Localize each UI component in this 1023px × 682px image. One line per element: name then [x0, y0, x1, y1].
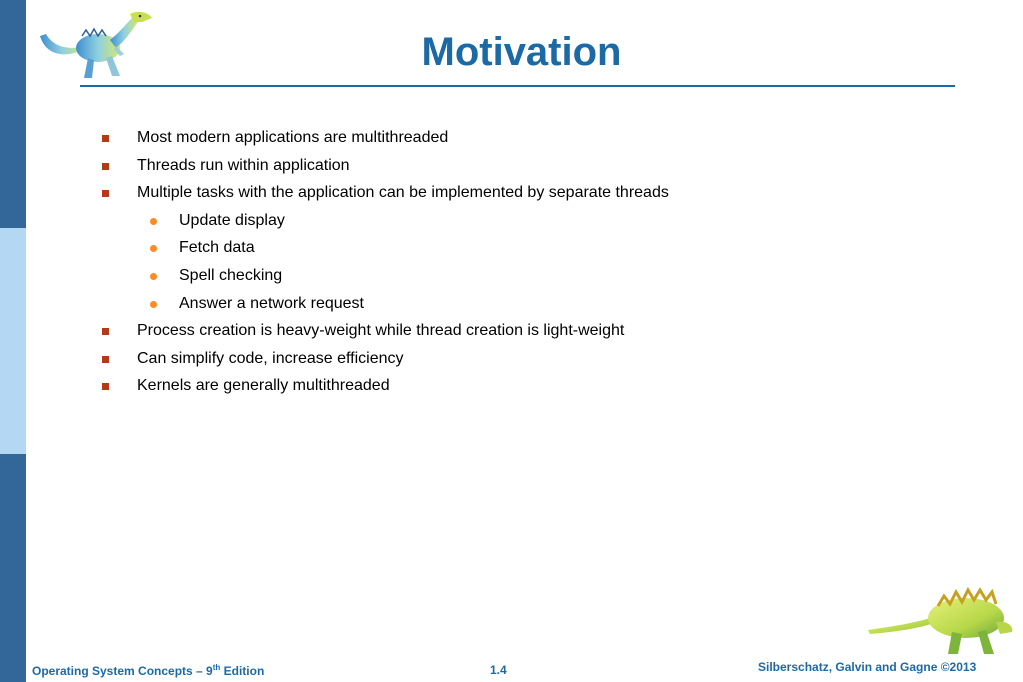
sub-list-item: [100, 293, 980, 321]
square-bullet-icon: [102, 163, 109, 170]
list-item: [100, 320, 980, 348]
dinosaur-icon: [866, 582, 1016, 658]
left-bar-segment-bottom: [0, 454, 26, 682]
circle-bullet-icon: [150, 301, 157, 308]
left-accent-bar: [0, 0, 26, 682]
square-bullet-icon: [102, 190, 109, 197]
bullet-list: [100, 127, 980, 403]
title-divider: [80, 85, 955, 87]
footer-authors: Silberschatz, Galvin and Gagne ©2013: [758, 660, 977, 674]
list-item: [100, 155, 980, 183]
circle-bullet-icon: [150, 245, 157, 252]
bullet-text: Can simplify code, increase efficiency: [137, 349, 404, 367]
sub-list-item: [100, 210, 980, 238]
bullet-text: Threads run within application: [137, 156, 350, 174]
list-item: [100, 375, 980, 403]
sub-list-item: [100, 237, 980, 265]
bullet-text: Kernels are generally multithreaded: [137, 377, 390, 395]
square-bullet-icon: [102, 383, 109, 390]
circle-bullet-icon: [150, 273, 157, 280]
left-bar-segment-middle: [0, 228, 26, 454]
bullet-text: Process creation is heavy-weight while thread creation is light-weight: [137, 322, 625, 340]
sub-bullet-text: Fetch data: [179, 239, 255, 257]
square-bullet-icon: [102, 328, 109, 335]
square-bullet-icon: [102, 135, 109, 142]
list-item: [100, 127, 980, 155]
sub-bullet-text: Update display: [179, 211, 285, 229]
square-bullet-icon: [102, 356, 109, 363]
footer-page-number: 1.4: [490, 663, 507, 677]
bullet-text: Most modern applications are multithreaded: [137, 129, 449, 146]
list-item: [100, 348, 980, 376]
circle-bullet-icon: [150, 218, 157, 225]
list-item: [100, 182, 980, 210]
sub-bullet-text: Answer a network request: [179, 294, 364, 312]
sub-list-item: [100, 265, 980, 293]
sub-bullet-text: Spell checking: [179, 266, 283, 284]
slide-title: Motivation: [421, 30, 622, 74]
footer-book-title: Operating System Concepts – 9th Edition: [32, 663, 265, 678]
bullet-text: Multiple tasks with the application can be implemented by separate threads: [137, 184, 669, 202]
